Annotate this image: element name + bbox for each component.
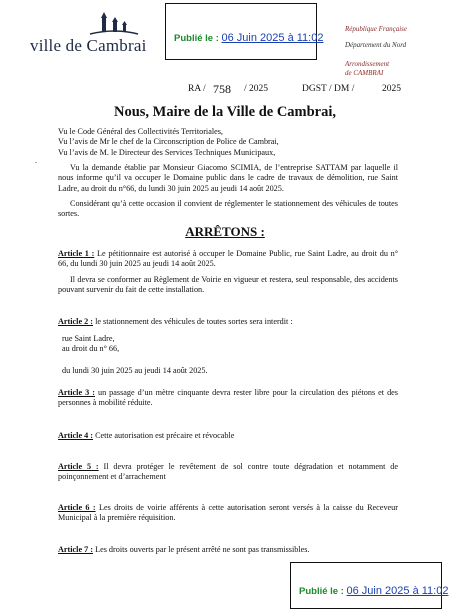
article-1 (58, 249, 398, 270)
article-title: Article 2 : (58, 317, 94, 326)
ref-dept: DGST / DM / (302, 84, 355, 94)
published-date: 06 Juin 2025 à 11:02 (221, 32, 324, 44)
published-label: Publié le : (299, 586, 344, 597)
article-text: Il devra protéger le revêtement de sol contre toute dégradation et notamment de poinçonnement et d’arrachement (58, 462, 398, 482)
article-6 (58, 503, 398, 524)
article-3 (58, 388, 398, 409)
request-paragraph: Vu la demande établie par Monsieur Giacomo SCIMIA, de l’entreprise SATTAM par laquelle il nous informe qu’il va occuper le Domaine public dans le cadre de travaux de démolition, rue Saint Ladre, au droit du n°66, du lundi 30 juin 2025 au jeudi 14 août 2025. (58, 163, 398, 193)
republic-label: République Française (345, 25, 408, 33)
published-stamp-top (165, 3, 324, 60)
article-2-location: rue Saint Ladre, au droit du n° 66, (62, 334, 120, 354)
article-title: Article 4 : (58, 431, 94, 440)
vu-line: Vu le Code Général des Collectivités Territoriales, (58, 127, 223, 136)
ref-number: 758 (213, 82, 231, 96)
published-stamp-bottom (290, 562, 449, 609)
considering-paragraph: Considérant qu’à cette occasion il convient de réglementer le stationnement des véhicules de toutes sortes. (58, 199, 398, 219)
article-text: Les droits ouverts par le présent arrêté ne sont pas transmissibles. (93, 545, 310, 554)
article-title: Article 7 : (58, 545, 94, 554)
ref-prefix: RA / (188, 84, 206, 94)
article-text: Le pétitionnaire est autorisé à occuper le Domaine Public, rue Saint Ladre, au droit du n° 66, du lundi 30 juin 2025 au jeudi 14 août 2025. (58, 249, 398, 269)
vu-list (58, 127, 398, 158)
article-title: Article 1 : (58, 249, 95, 258)
article-text: le stationnement des véhicules de toutes sortes sera interdit : (93, 317, 293, 326)
article-title: Article 3 : (58, 388, 95, 397)
article-5 (58, 462, 398, 483)
published-label: Publié le : (174, 33, 219, 44)
ref-year: / 2025 (244, 84, 269, 94)
article-text: Les droits de voirie afférents à cette autorisation seront versés à la caisse du Receveur Municipal à la première réquisition. (58, 503, 398, 523)
article-4 (58, 431, 398, 441)
arrondissement-label: Arrondissement de CAMBRAI (345, 60, 390, 77)
stray-dot: . (35, 156, 37, 165)
published-date: 06 Juin 2025 à 11:02 (346, 585, 449, 597)
department-label: Département du Nord (345, 41, 407, 49)
article-7 (58, 545, 398, 555)
arretons-heading: ARRÊTONS : (185, 224, 265, 239)
article-2 (58, 317, 398, 327)
article-2-dates: du lundi 30 juin 2025 au jeudi 14 août 2025. (62, 366, 208, 375)
page-title: Nous, Maire de la Ville de Cambrai, (113, 104, 337, 120)
article-title: Article 6 : (58, 503, 96, 512)
ref-dept-year: 2025 (382, 84, 401, 94)
vu-line: Vu l’avis de M. le Directeur des Services Techniques Municipaux, (58, 147, 276, 157)
vu-line: Vu l’avis de Mr le chef de la Circonscription de Police de Cambrai, (58, 137, 279, 147)
article-text: un passage d’un mètre cinquante devra rester libre pour la circulation des piétons et des personnes à mobilité réduite. (58, 388, 398, 408)
article-1-continued: Il devra se conformer au Règlement de Voirie en vigueur et restera, seul responsable, des accidents pouvant survenir du fait de cette installation. (58, 275, 398, 295)
article-text: Cette autorisation est précaire et révocable (93, 431, 235, 440)
article-title: Article 5 : (58, 462, 99, 471)
logo-text: ville de Cambrai (30, 36, 147, 55)
